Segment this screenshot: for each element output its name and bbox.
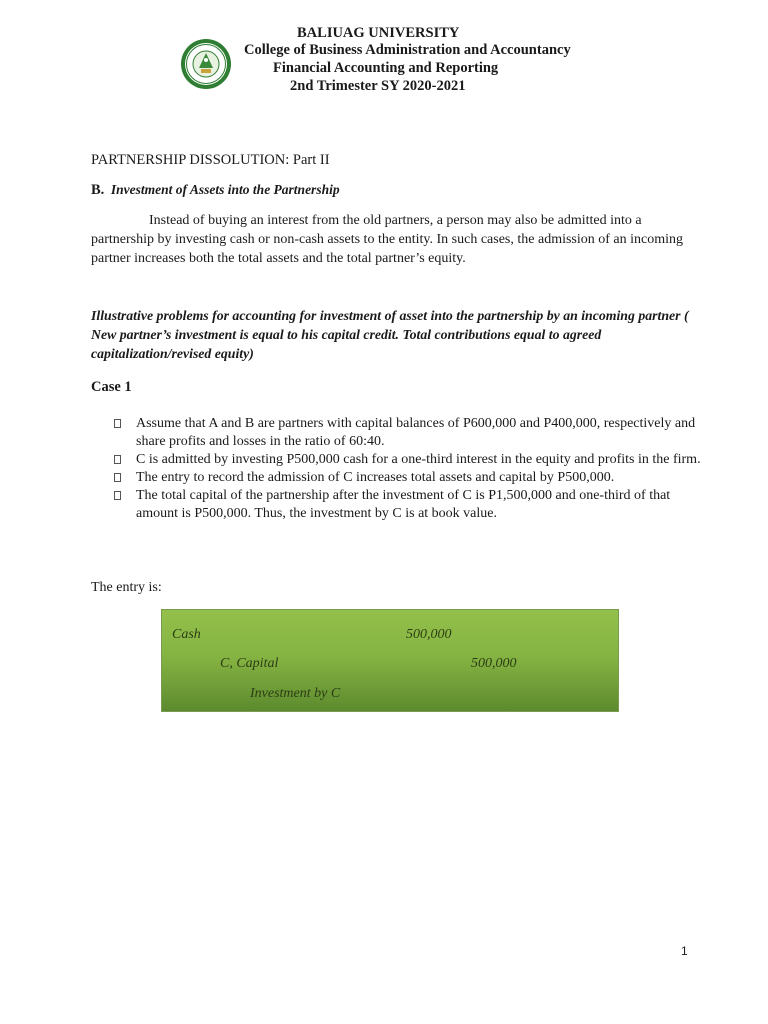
term-label: 2nd Trimester SY 2020-2021 <box>290 78 466 94</box>
illustrative-heading: Illustrative problems for accounting for investment of asset into the partnership by an incoming partner ( New partner’s investment is equal to his capital credit. Total contributions equal to agreed capitalization/revised equity) <box>91 308 689 361</box>
journal-entry-box <box>161 609 619 712</box>
bullet-box-icon <box>114 419 121 428</box>
course-name: Financial Accounting and Reporting <box>273 60 499 76</box>
subsection-letter: B. <box>91 182 105 198</box>
bullet-box-icon <box>114 455 121 464</box>
list-item <box>114 487 704 523</box>
bullet-box-icon <box>114 491 121 500</box>
university-seal-icon <box>180 38 232 90</box>
bullet-box-icon <box>114 473 121 482</box>
bullet-text: Assume that A and B are partners with capital balances of P600,000 and P400,000, respectively and share profits and losses in the ratio of 60:40. <box>136 416 696 449</box>
page-number: 1 <box>681 944 688 958</box>
intro-paragraph <box>91 211 691 268</box>
case-bullet-list <box>114 415 704 523</box>
credit-account: C, Capital <box>220 656 279 671</box>
subsection-heading <box>91 182 340 199</box>
university-name: BALIUAG UNIVERSITY <box>297 25 460 41</box>
list-item <box>114 451 704 469</box>
case-title: Case 1 <box>91 379 132 395</box>
college-name: College of Business Administration and Accountancy <box>244 42 571 58</box>
bullet-text: The total capital of the partnership after the investment of C is P1,500,000 and one-third of that amount is P500,000. Thus, the investment by C is at book value. <box>136 488 671 521</box>
subsection-title: Investment of Assets into the Partnership <box>110 182 340 197</box>
debit-account: Cash <box>172 627 201 642</box>
bullet-text: The entry to record the admission of C increases total assets and capital by P500,000. <box>136 470 615 485</box>
intro-text: Instead of buying an interest from the old partners, a person may also be admitted into a partnership by investing cash or non-cash assets to the entity. In such cases, the admission of an incoming partner increases both the total assets and the total partner’s equity. <box>91 213 684 266</box>
list-item <box>114 469 704 487</box>
entry-label: The entry is: <box>91 580 162 595</box>
credit-amount: 500,000 <box>471 656 517 671</box>
entry-memo: Investment by C <box>250 686 341 701</box>
section-title: PARTNERSHIP DISSOLUTION: Part II <box>91 152 330 168</box>
bullet-text: C is admitted by investing P500,000 cash for a one-third interest in the equity and profits in the firm. <box>136 452 701 467</box>
list-item <box>114 415 704 451</box>
debit-amount: 500,000 <box>406 627 452 642</box>
